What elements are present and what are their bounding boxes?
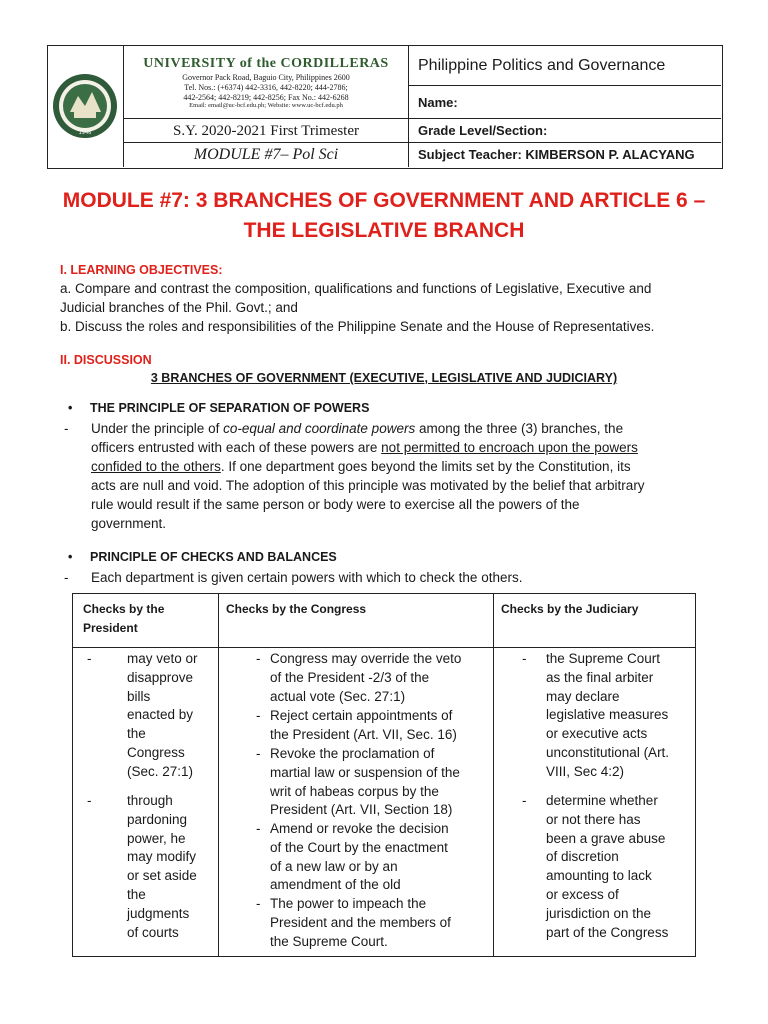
cell-text-line: of discretion [546, 849, 619, 865]
president-item [87, 792, 215, 942]
text-span: officers entrusted with each of these powers are [91, 440, 382, 455]
bullet-checks-and-balances [68, 550, 337, 564]
cell-text-line: (Sec. 27:1) [127, 763, 194, 779]
dash-mark: - [256, 651, 261, 666]
president-item [87, 650, 215, 782]
cell-text-line: been a grave abuse [546, 830, 666, 846]
cell-text-line: President and the members of [270, 914, 451, 930]
bullet-icon: • [68, 401, 73, 415]
cell-text-line: actual vote (Sec. 27:1) [270, 688, 406, 704]
header-checks-judiciary: Checks by the Judiciary [501, 602, 639, 616]
congress-item [256, 745, 486, 820]
text-line: acts are null and void. The adoption of this principle was motivated by the belief that arbitrary [91, 478, 645, 493]
cell-text-line: of a new law or by an [270, 858, 398, 874]
italic-phrase: co-equal and coordinate powers [223, 421, 416, 436]
text-span: Under the principle of [91, 421, 224, 436]
congress-item [256, 707, 486, 745]
cell-text-line: power, he [127, 830, 186, 846]
cell-text-line: Congress may override the veto [270, 651, 462, 666]
objective-a-line-1: a. Compare and contrast the composition, qualifications and functions of Legislative, Executive and [60, 281, 652, 296]
cell-text-line: or excess of [546, 886, 619, 902]
cell-text-line: The power to impeach the [270, 896, 427, 911]
cell-text-line: part of the Congress [546, 924, 669, 940]
judiciary-item [522, 650, 690, 782]
cell-text-line: amendment of the old [270, 877, 401, 893]
dash-mark: - [64, 421, 69, 436]
header-table [47, 45, 723, 169]
university-phones-2: 442-2564; 442-8219; 442-8256; Fax No.: 442-6268 [183, 93, 349, 102]
judiciary-item [522, 792, 690, 942]
header-line: President [83, 621, 138, 635]
cell-text-line: may declare [546, 688, 620, 704]
cell-text-line: through [127, 793, 173, 808]
university-address: Governor Pack Road, Baguio City, Philippines 2600 [182, 73, 350, 82]
header-checks-president [83, 600, 164, 638]
dash-mark: - [522, 651, 527, 666]
underlined-phrase: confided to the others [91, 459, 221, 474]
cell-text-line: Revoke the proclamation of [270, 746, 435, 761]
university-phones: Tel. Nos.: (+6374) 442-3316, 442-8220; 444-2786; [184, 83, 348, 92]
cell-text-line: jurisdiction on the [546, 905, 652, 921]
university-email: Email: email@uc-bcf.edu.ph; Website: www.uc-bcf.edu.ph [189, 102, 343, 109]
page-title [0, 186, 768, 246]
discussion-subheading: 3 BRANCHES OF GOVERNMENT (EXECUTIVE, LEGISLATIVE AND JUDICIARY) [150, 371, 618, 385]
header-line: Checks by the [83, 602, 165, 616]
cell-text-line: Congress [127, 744, 185, 760]
objective-b: b. Discuss the roles and responsibilities of the Philippine Senate and the House of Representatives. [60, 319, 655, 334]
bullet-separation-of-powers [68, 401, 369, 415]
bullet-icon: • [68, 550, 73, 564]
page-title-line-2: THE LEGISLATIVE BRANCH [243, 219, 525, 242]
header-checks-congress: Checks by the Congress [226, 602, 367, 616]
separation-paragraph [64, 419, 724, 533]
cell-text-line: of the Court by the enactment [270, 839, 448, 855]
cell-text-line: may veto or [127, 651, 198, 666]
cell-text-line: the President (Art. VII, Sec. 16) [270, 726, 457, 742]
congress-item [256, 895, 486, 951]
text-span: . If one department goes beyond the limits set by the Constitution, its [220, 459, 631, 474]
cell-text-line: martial law or suspension of the [270, 764, 460, 780]
subject-title: Philippine Politics and Governance [409, 46, 721, 86]
cell-text-line: VIII, Sec 4:2) [546, 763, 625, 779]
cell-text-line: legislative measures [546, 707, 669, 723]
cell-text-line: the [127, 726, 146, 742]
cell-text-line: or executive acts [546, 726, 648, 742]
table-divider [493, 594, 494, 956]
cell-text-line: judgments [127, 905, 190, 921]
bullet-checks-label: PRINCIPLE OF CHECKS AND BALANCES [90, 550, 337, 564]
university-info-cell [124, 46, 409, 119]
dash-mark: - [87, 651, 92, 666]
cell-text-line: disapprove [127, 669, 194, 685]
cell-text-line: or set aside [127, 868, 197, 884]
grade-level-field[interactable]: Grade Level/Section: [409, 119, 721, 143]
cell-text-line: the [127, 886, 146, 902]
cell-text-line: amounting to lack [546, 868, 652, 884]
text-span: among the three (3) branches, the [415, 421, 624, 436]
dash-mark: - [256, 821, 261, 836]
page-title-line-1: MODULE #7: 3 BRANCHES OF GOVERNMENT AND ARTICLE 6 – [62, 189, 706, 212]
svg-text:1946: 1946 [78, 130, 92, 136]
cell-text-line: Amend or revoke the decision [270, 821, 449, 836]
dash-mark: - [64, 570, 69, 585]
cell-text-line: may modify [127, 849, 197, 865]
text-line: rule would result if the same person or body were to exercise all the powers of the [91, 497, 580, 512]
checks-paragraph [64, 568, 724, 587]
cell-text-line: unconstitutional (Art. [546, 744, 670, 760]
cell-text-line: of the President -2/3 of the [270, 669, 430, 685]
underlined-phrase: not permitted to encroach upon the powers [381, 440, 638, 455]
checks-text: Each department is given certain powers with which to check the others. [91, 570, 523, 585]
cell-text-line: writ of habeas corpus by the [270, 783, 439, 799]
objectives-heading: I. LEARNING OBJECTIVES: [60, 263, 223, 277]
objectives-body [60, 279, 720, 336]
dash-mark: - [256, 708, 261, 723]
table-divider [218, 594, 219, 956]
congress-item [256, 820, 486, 895]
cell-text-line: enacted by [127, 707, 194, 723]
cell-text-line: the Supreme Court. [270, 933, 388, 949]
bullet-separation-label: THE PRINCIPLE OF SEPARATION OF POWERS [90, 401, 370, 415]
cell-text-line: as the final arbiter [546, 669, 654, 685]
subject-teacher: Subject Teacher: KIMBERSON P. ALACYANG [418, 147, 695, 162]
checks-table [72, 593, 696, 957]
cell-text-line: determine whether [546, 793, 658, 808]
table-header-divider [73, 647, 695, 648]
university-seal-icon [48, 46, 122, 166]
cell-text-line: of courts [127, 924, 179, 940]
cell-text-line: the Supreme Court [546, 651, 661, 666]
dash-mark: - [87, 793, 92, 808]
cell-text-line: or not there has [546, 811, 641, 827]
module-label: MODULE #7– Pol Sci [124, 143, 409, 167]
logo-cell [48, 46, 124, 167]
cell-text-line: Reject certain appointments of [270, 708, 453, 723]
text-line: government. [91, 516, 167, 531]
objective-a-line-2: Judicial branches of the Phil. Govt.; and [60, 300, 298, 315]
dash-mark: - [522, 793, 527, 808]
cell-text-line: pardoning [127, 811, 188, 827]
discussion-heading: II. DISCUSSION [60, 353, 152, 367]
cell-text-line: President (Art. VII, Section 18) [270, 802, 453, 818]
congress-item [256, 650, 486, 706]
dash-mark: - [256, 896, 261, 911]
dash-mark: - [256, 746, 261, 761]
school-year: S.Y. 2020-2021 First Trimester [124, 119, 409, 143]
university-name: UNIVERSITY of the CORDILLERAS [143, 56, 389, 71]
cell-text-line: bills [127, 688, 151, 704]
name-field[interactable]: Name: [409, 86, 721, 119]
